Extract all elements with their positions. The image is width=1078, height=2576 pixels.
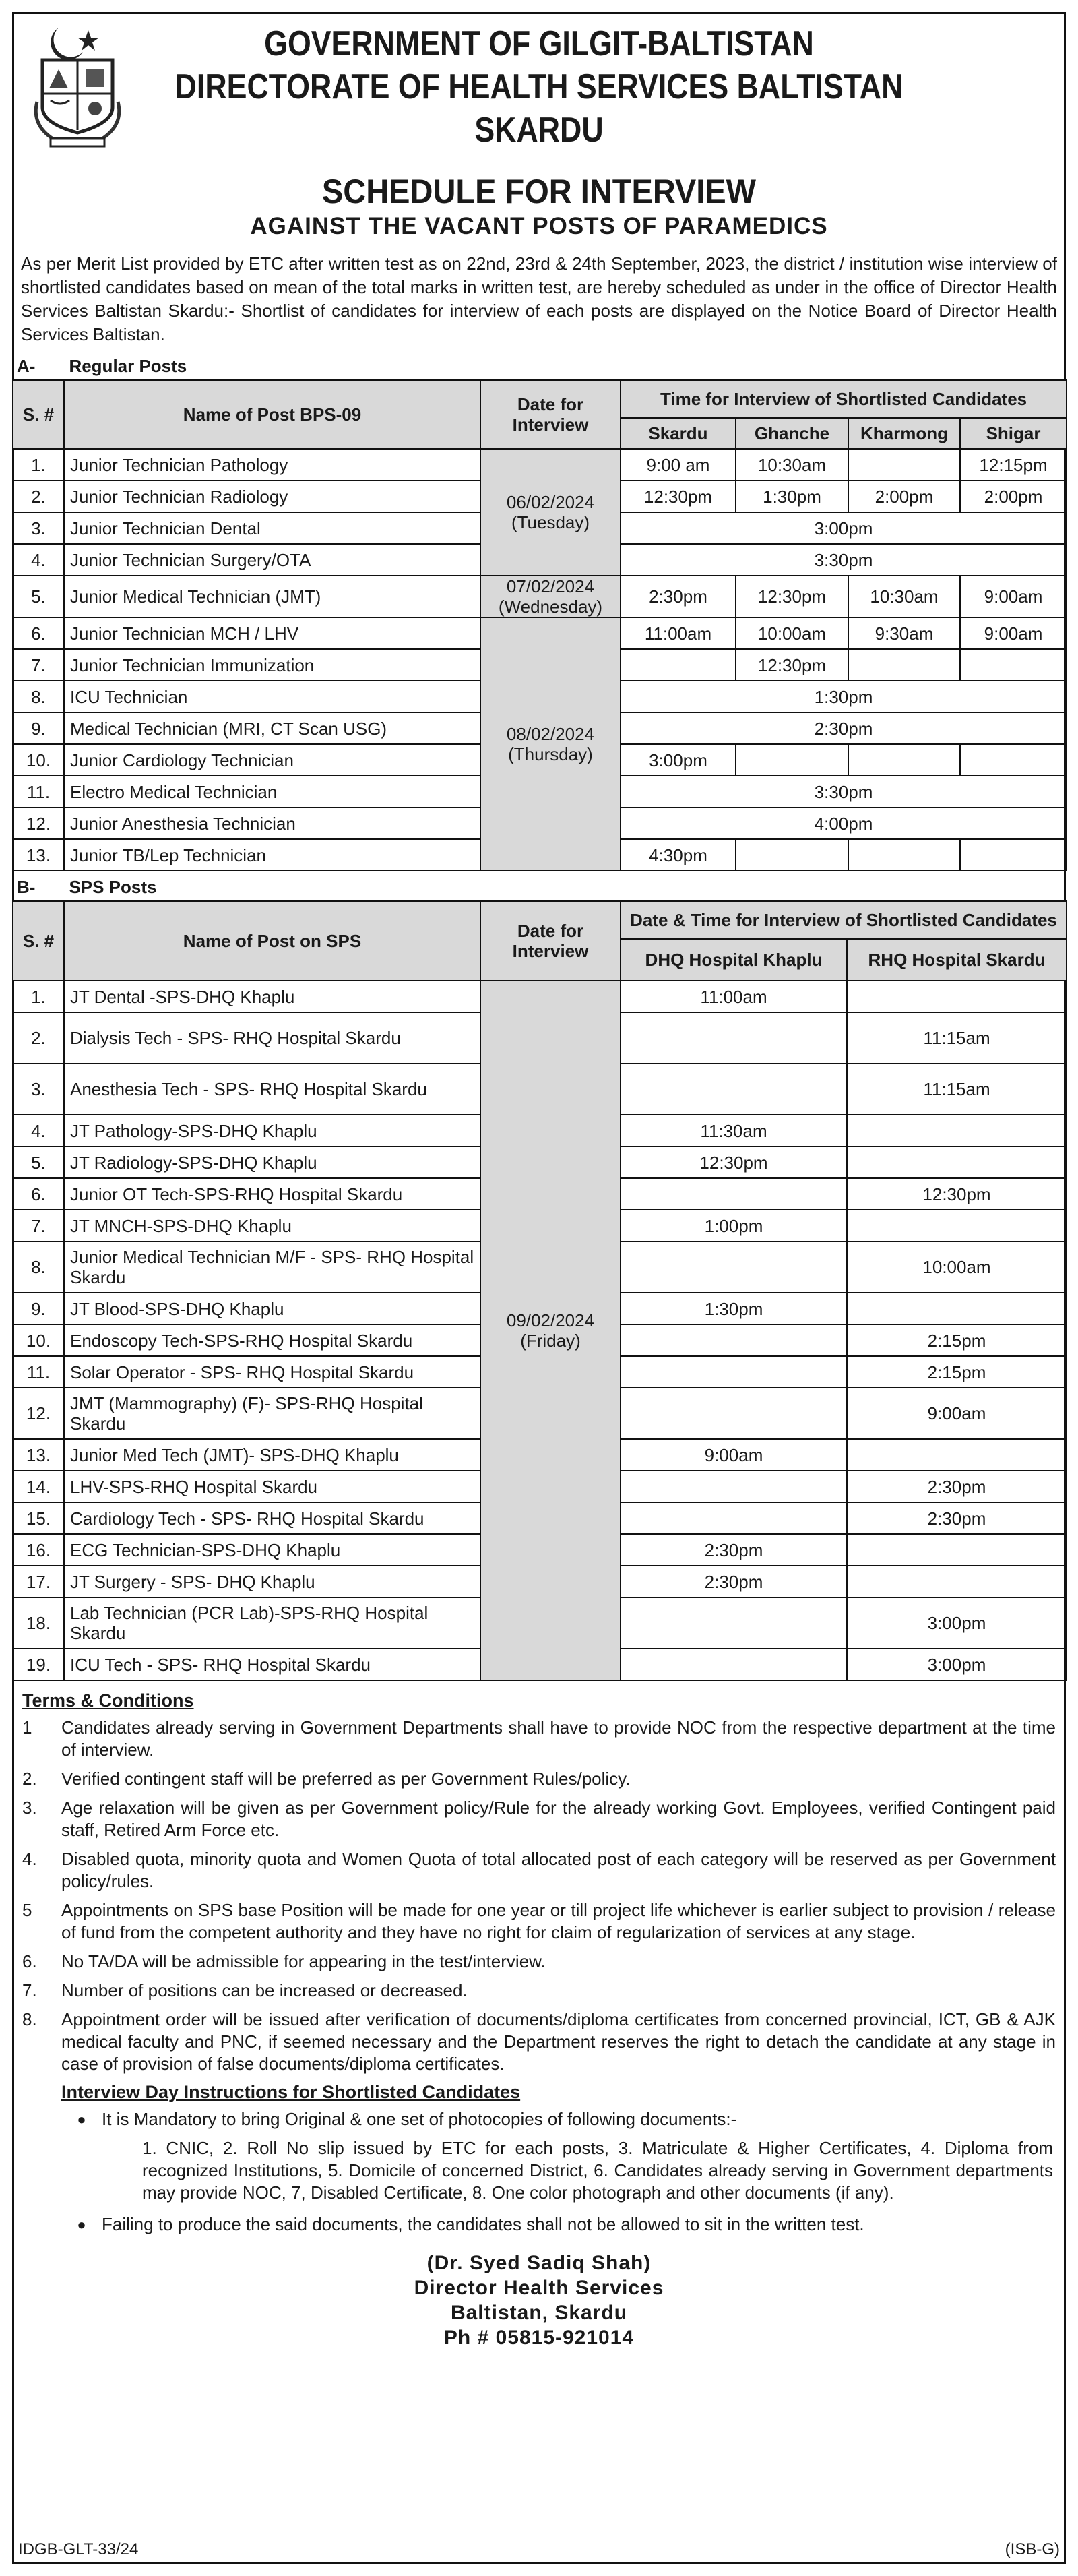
time-rhq-skardu: 2:30pm [847, 1471, 1067, 1502]
time-ghanche: 10:30am [736, 449, 848, 481]
term-text: Disabled quota, minority quota and Women Quota of total allocated post of each category will be reserved as per Government policy/rules. [61, 1849, 1056, 1891]
serial-number: 13. [13, 839, 64, 871]
time-rhq-skardu [847, 1534, 1067, 1566]
term-item [22, 1899, 1056, 1944]
term-item [22, 1980, 1056, 2002]
time-dhq-khaplu: 12:30pm [621, 1146, 847, 1178]
time-rhq-skardu: 2:15pm [847, 1324, 1067, 1356]
section-b-letter: B- [17, 877, 36, 897]
terms-section [14, 1681, 1064, 2236]
post-name: JT Radiology-SPS-DHQ Khaplu [64, 1146, 480, 1178]
time-rhq-skardu: 2:30pm [847, 1502, 1067, 1534]
post-name: Junior Cardiology Technician [64, 744, 480, 776]
time-skardu: 11:00am [621, 617, 736, 649]
intro-paragraph: As per Merit List provided by ETC after written test as on 22nd, 23rd & 24th September, 2023, the district / institution wise interview of shortlisted candidates based on mean of the total marks in written test, are hereby scheduled as under in the office of Director Health Services Baltistan Skardu:- Shortlist of candidates for interview of each posts are displayed on the Notice Board of Director Health Services Baltistan. [21, 253, 1057, 344]
post-name: Junior Med Tech (JMT)- SPS-DHQ Khaplu [64, 1439, 480, 1471]
instruction-item [22, 2213, 1056, 2236]
time-dhq-khaplu: 2:30pm [621, 1534, 847, 1566]
term-number: 4. [22, 1849, 37, 1869]
advertisement-page [12, 12, 1066, 2564]
time-dhq-khaplu: 9:00am [621, 1439, 847, 1471]
time-skardu [621, 649, 736, 681]
time-all-districts: 3:30pm [621, 544, 1067, 576]
term-number: 8. [22, 2009, 37, 2029]
term-item [22, 1768, 1056, 1790]
serial-number: 18. [13, 1597, 64, 1649]
time-dhq-khaplu: 11:00am [621, 981, 847, 1012]
header [14, 14, 1064, 173]
serial-number: 6. [13, 1178, 64, 1210]
term-text: Age relaxation will be given as per Government policy/Rule for the already working Govt. Employees, verified Contingent paid staff, Retired Arm Force etc. [61, 1798, 1056, 1840]
time-all-districts: 3:00pm [621, 512, 1067, 544]
post-name: Junior Technician Immunization [64, 649, 480, 681]
post-name: Junior Medical Technician M/F - SPS- RHQ Hospital Skardu [64, 1241, 480, 1293]
term-text: Candidates already serving in Government Departments shall have to provide NOC from the respective department at the time of interview. [61, 1717, 1056, 1760]
post-name: Electro Medical Technician [64, 776, 480, 807]
government-line: GOVERNMENT OF GILGIT-BALTISTAN [264, 24, 814, 63]
serial-number: 10. [13, 1324, 64, 1356]
serial-number: 14. [13, 1471, 64, 1502]
time-dhq-khaplu [621, 1178, 847, 1210]
section-a-heading [14, 346, 1064, 379]
terms-title: Terms & Conditions [22, 1690, 194, 1711]
interview-date: 07/02/2024 (Wednesday) [480, 576, 621, 617]
term-number: 1 [22, 1717, 32, 1738]
bullet-icon: ● [77, 2216, 86, 2233]
time-kharmong [848, 744, 960, 776]
time-skardu: 4:30pm [621, 839, 736, 871]
time-ghanche [736, 839, 848, 871]
time-dhq-khaplu [621, 1356, 847, 1388]
instruction-text: It is Mandatory to bring Original & one set of photocopies of following documents:- [102, 2109, 737, 2129]
time-dhq-khaplu [621, 1241, 847, 1293]
post-name: Junior Technician Radiology [64, 481, 480, 512]
time-ghanche: 1:30pm [736, 481, 848, 512]
serial-number: 9. [13, 1293, 64, 1324]
time-dhq-khaplu [621, 1502, 847, 1534]
signatory-place: Baltistan, Skardu [450, 2302, 628, 2324]
term-item [22, 1951, 1056, 1973]
post-name: Junior Technician Dental [64, 512, 480, 544]
regular-posts-table [12, 379, 1067, 871]
serial-number: 4. [13, 1115, 64, 1146]
instruction-item [22, 2108, 1056, 2130]
serial-number: 15. [13, 1502, 64, 1534]
section-b-label: SPS Posts [69, 877, 157, 897]
bullet-icon: ● [77, 2111, 86, 2128]
post-name: Lab Technician (PCR Lab)-SPS-RHQ Hospital Skardu [64, 1597, 480, 1649]
term-item [22, 2008, 1056, 2075]
serial-number: 11. [13, 776, 64, 807]
footer-ref-left: IDGB-GLT-33/24 [18, 2540, 139, 2558]
post-name: Junior Technician Pathology [64, 449, 480, 481]
time-dhq-khaplu: 1:30pm [621, 1293, 847, 1324]
instruction-text: Failing to produce the said documents, the candidates shall not be allowed to sit in the written test. [102, 2214, 864, 2234]
time-shigar: 9:00am [960, 576, 1067, 617]
time-rhq-skardu [847, 1115, 1067, 1146]
serial-number: 2. [13, 1012, 64, 1064]
term-item [22, 1717, 1056, 1761]
time-kharmong: 10:30am [848, 576, 960, 617]
header-sn: S. # [13, 380, 64, 449]
post-name: JT MNCH-SPS-DHQ Khaplu [64, 1210, 480, 1241]
time-dhq-khaplu: 1:00pm [621, 1210, 847, 1241]
header-rhq-skardu: RHQ Hospital Skardu [847, 939, 1067, 981]
footer-ref-right: (ISB-G) [1005, 2540, 1060, 2558]
term-text: Verified contingent staff will be preferred as per Government Rules/policy. [61, 1769, 631, 1789]
time-rhq-skardu: 11:15am [847, 1012, 1067, 1064]
post-name: JT Surgery - SPS- DHQ Khaplu [64, 1566, 480, 1597]
post-name: JT Pathology-SPS-DHQ Khaplu [64, 1115, 480, 1146]
time-shigar [960, 744, 1067, 776]
term-text: Number of positions can be increased or decreased. [61, 1980, 468, 2000]
term-text: Appointments on SPS base Position will be made for one year or till project life whichever is earlier subject to provision / release of fund from the competent authority and they have no right for claim of regularization of services at any stage. [61, 1900, 1056, 1942]
post-name: LHV-SPS-RHQ Hospital Skardu [64, 1471, 480, 1502]
time-skardu: 12:30pm [621, 481, 736, 512]
term-number: 6. [22, 1951, 37, 1971]
time-all-districts: 4:00pm [621, 807, 1067, 839]
time-skardu: 2:30pm [621, 576, 736, 617]
time-rhq-skardu: 10:00am [847, 1241, 1067, 1293]
post-name: ICU Tech - SPS- RHQ Hospital Skardu [64, 1649, 480, 1680]
directorate-line: DIRECTORATE OF HEALTH SERVICES BALTISTAN [175, 67, 903, 106]
term-number: 5 [22, 1900, 32, 1920]
term-number: 7. [22, 1980, 37, 2000]
post-name: JT Dental -SPS-DHQ Khaplu [64, 981, 480, 1012]
post-name: Junior OT Tech-SPS-RHQ Hospital Skardu [64, 1178, 480, 1210]
serial-number: 17. [13, 1566, 64, 1597]
term-text: No TA/DA will be admissible for appearing in the test/interview. [61, 1951, 546, 1971]
section-b-heading [14, 871, 1064, 900]
footer [14, 2540, 1064, 2559]
time-shigar: 12:15pm [960, 449, 1067, 481]
serial-number: 5. [13, 1146, 64, 1178]
time-rhq-skardu [847, 1210, 1067, 1241]
time-rhq-skardu [847, 1566, 1067, 1597]
title-block [14, 173, 1064, 243]
post-name: Dialysis Tech - SPS- RHQ Hospital Skardu [64, 1012, 480, 1064]
serial-number: 2. [13, 481, 64, 512]
post-name: Junior TB/Lep Technician [64, 839, 480, 871]
header-kharmong: Kharmong [848, 418, 960, 449]
interview-date: 08/02/2024 (Thursday) [480, 617, 621, 871]
time-dhq-khaplu [621, 1649, 847, 1680]
time-shigar: 2:00pm [960, 481, 1067, 512]
header-shigar: Shigar [960, 418, 1067, 449]
time-dhq-khaplu [621, 1597, 847, 1649]
time-all-districts: 3:30pm [621, 776, 1067, 807]
time-kharmong: 9:30am [848, 617, 960, 649]
header-time: Time for Interview of Shortlisted Candidates [621, 380, 1067, 418]
serial-number: 12. [13, 807, 64, 839]
time-rhq-skardu: 2:15pm [847, 1356, 1067, 1388]
serial-number: 9. [13, 712, 64, 744]
table-row [13, 576, 1067, 617]
term-number: 3. [22, 1798, 37, 1818]
serial-number: 13. [13, 1439, 64, 1471]
instructions-title: Interview Day Instructions for Shortlisted Candidates [61, 2082, 521, 2102]
serial-number: 3. [13, 1064, 64, 1115]
header-datetime: Date & Time for Interview of Shortlisted Candidates [621, 901, 1067, 939]
serial-number: 1. [13, 981, 64, 1012]
time-dhq-khaplu [621, 1012, 847, 1064]
time-dhq-khaplu: 11:30am [621, 1115, 847, 1146]
serial-number: 6. [13, 617, 64, 649]
time-rhq-skardu: 3:00pm [847, 1649, 1067, 1680]
header-post: Name of Post BPS-09 [64, 380, 480, 449]
post-name: Cardiology Tech - SPS- RHQ Hospital Skardu [64, 1502, 480, 1534]
time-rhq-skardu: 3:00pm [847, 1597, 1067, 1649]
header-dhq-khaplu: DHQ Hospital Khaplu [621, 939, 847, 981]
time-rhq-skardu [847, 1146, 1067, 1178]
time-dhq-khaplu [621, 1324, 847, 1356]
header-date: Date for Interview [480, 901, 621, 981]
serial-number: 10. [13, 744, 64, 776]
time-shigar [960, 649, 1067, 681]
time-ghanche: 12:30pm [736, 649, 848, 681]
time-dhq-khaplu [621, 1388, 847, 1439]
signatory-name: (Dr. Syed Sadiq Shah) [426, 2252, 652, 2274]
header-sn: S. # [13, 901, 64, 981]
serial-number: 5. [13, 576, 64, 617]
time-kharmong [848, 649, 960, 681]
interview-date: 09/02/2024 (Friday) [480, 981, 621, 1680]
sps-posts-table [12, 900, 1067, 1681]
header-post: Name of Post on SPS [64, 901, 480, 981]
page-title: SCHEDULE FOR INTERVIEW [321, 173, 757, 210]
time-ghanche [736, 744, 848, 776]
post-name: ECG Technician-SPS-DHQ Khaplu [64, 1534, 480, 1566]
serial-number: 8. [13, 1241, 64, 1293]
serial-number: 8. [13, 681, 64, 712]
signatory-designation: Director Health Services [414, 2277, 664, 2299]
page-subtitle: AGAINST THE VACANT POSTS OF PARAMEDICS [250, 213, 828, 239]
serial-number: 7. [13, 1210, 64, 1241]
serial-number: 16. [13, 1534, 64, 1566]
time-ghanche: 10:00am [736, 617, 848, 649]
time-dhq-khaplu [621, 1064, 847, 1115]
time-rhq-skardu [847, 981, 1067, 1012]
table-row [13, 617, 1067, 649]
post-name: Junior Technician Surgery/OTA [64, 544, 480, 576]
signatory-phone: Ph # 05815-921014 [443, 2327, 635, 2349]
serial-number: 11. [13, 1356, 64, 1388]
term-text: Appointment order will be issued after verification of documents/diploma certificates from concerned provincial, ICT, GB & AJK medical faculty and PNC, if seemed necessary and the Department reserves the right to detach the candidate at any stage in case of provision of false documents/diploma certificates. [61, 2009, 1056, 2074]
time-dhq-khaplu: 2:30pm [621, 1566, 847, 1597]
interview-date: 06/02/2024 (Tuesday) [480, 449, 621, 576]
table-row [13, 449, 1067, 481]
term-item [22, 1848, 1056, 1893]
serial-number: 19. [13, 1649, 64, 1680]
term-item [22, 1797, 1056, 1841]
section-a-label: Regular Posts [69, 356, 187, 376]
time-all-districts: 2:30pm [621, 712, 1067, 744]
time-kharmong [848, 449, 960, 481]
documents-list: 1. CNIC, 2. Roll No slip issued by ETC for each posts, 3. Matriculate & Higher Certificates, 4. Diploma from recognized Institutions, 5. Domicile of concerned District, 6. Candidates already serving in Government departments may provide NOC, 7, Disabled Certificate, 8. One color photograph and other documents (if any). [142, 2138, 1053, 2203]
post-name: JT Blood-SPS-DHQ Khaplu [64, 1293, 480, 1324]
time-dhq-khaplu [621, 1471, 847, 1502]
header-skardu: Skardu [621, 418, 736, 449]
time-kharmong: 2:00pm [848, 481, 960, 512]
time-shigar [960, 839, 1067, 871]
time-rhq-skardu [847, 1293, 1067, 1324]
signature-block [14, 2250, 1064, 2350]
serial-number: 4. [13, 544, 64, 576]
post-name: JMT (Mammography) (F)- SPS-RHQ Hospital Skardu [64, 1388, 480, 1439]
serial-number: 7. [13, 649, 64, 681]
post-name: Endoscopy Tech-SPS-RHQ Hospital Skardu [64, 1324, 480, 1356]
serial-number: 12. [13, 1388, 64, 1439]
time-rhq-skardu: 9:00am [847, 1388, 1067, 1439]
terms-list [22, 1717, 1056, 2075]
time-skardu: 3:00pm [621, 744, 736, 776]
term-number: 2. [22, 1769, 37, 1789]
time-skardu: 9:00 am [621, 449, 736, 481]
post-name: Junior Technician MCH / LHV [64, 617, 480, 649]
post-name: ICU Technician [64, 681, 480, 712]
time-kharmong [848, 839, 960, 871]
post-name: Medical Technician (MRI, CT Scan USG) [64, 712, 480, 744]
time-ghanche: 12:30pm [736, 576, 848, 617]
table-row [13, 981, 1067, 1012]
time-rhq-skardu: 12:30pm [847, 1178, 1067, 1210]
time-rhq-skardu: 11:15am [847, 1064, 1067, 1115]
time-rhq-skardu [847, 1439, 1067, 1471]
section-a-letter: A- [17, 356, 36, 376]
time-shigar: 9:00am [960, 617, 1067, 649]
post-name: Solar Operator - SPS- RHQ Hospital Skardu [64, 1356, 480, 1388]
post-name: Junior Anesthesia Technician [64, 807, 480, 839]
header-ghanche: Ghanche [736, 418, 848, 449]
time-all-districts: 1:30pm [621, 681, 1067, 712]
header-date: Date for Interview [480, 380, 621, 449]
serial-number: 1. [13, 449, 64, 481]
post-name: Junior Medical Technician (JMT) [64, 576, 480, 617]
serial-number: 3. [13, 512, 64, 544]
post-name: Anesthesia Tech - SPS- RHQ Hospital Skardu [64, 1064, 480, 1115]
city-line: SKARDU [474, 111, 604, 150]
